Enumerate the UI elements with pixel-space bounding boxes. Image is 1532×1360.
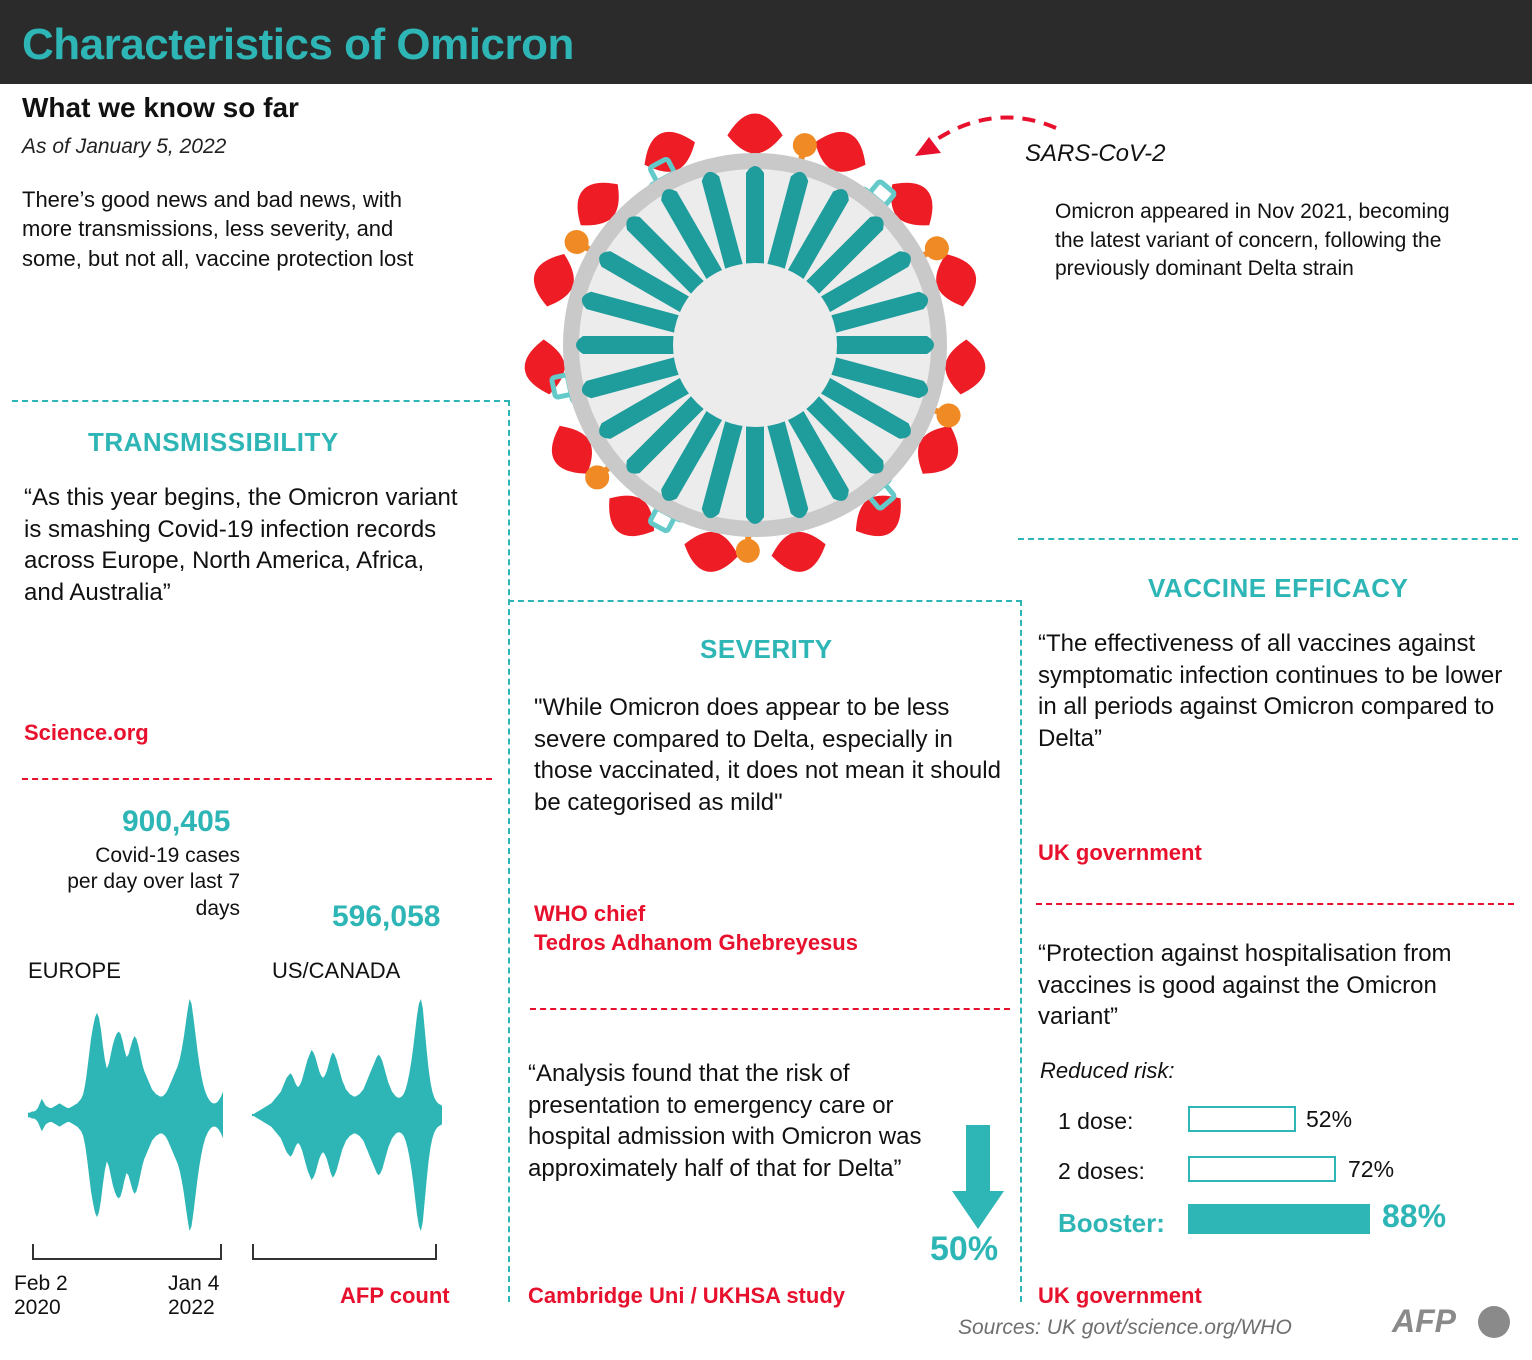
europe-axis-line: [32, 1258, 222, 1260]
afp-logo: AFP: [1392, 1303, 1456, 1339]
axis-label-start-line2: 2020: [14, 1296, 61, 1320]
axis-label-start-line1: Feb 2: [14, 1272, 68, 1295]
booster-bar: [1188, 1204, 1370, 1234]
virus-core: [673, 263, 837, 427]
dose-1-bar: [1188, 1106, 1296, 1132]
axis-tick: [220, 1244, 222, 1258]
divider: [1036, 903, 1514, 905]
severity-quote-2: “Analysis found that the risk of presentation to emergency care or hospital admission with Omicron was approximately half of that for Delta”: [528, 1060, 922, 1183]
uscanada-cases-value: 596,058: [332, 900, 441, 933]
dose-2-label: 2 doses:: [1058, 1158, 1145, 1184]
europe-cases-value: 900,405: [122, 805, 231, 838]
dose-1-label: 1 dose:: [1058, 1108, 1134, 1134]
cases-caption: Covid-19 cases per day over last 7 days: [67, 844, 240, 920]
booster-value: 88%: [1382, 1198, 1447, 1234]
uscanada-axis-line: [252, 1258, 437, 1260]
axis-label-end-line1: Jan 4: [168, 1272, 220, 1295]
sources-note: Sources: UK govt/science.org/WHO: [958, 1316, 1292, 1339]
axis-tick: [32, 1244, 34, 1258]
axis-tick: [435, 1244, 437, 1258]
severity-quote: "While Omicron does appear to be less severe compared to Delta, especially in those vaccinated, it does not mean it should be categorised as mild": [534, 694, 1001, 817]
europe-sparkline-chart: [28, 995, 223, 1240]
severity-reduction-value: 50%: [930, 1230, 999, 1268]
as-of-date: As of January 5, 2022: [22, 135, 227, 158]
axis-label-end: [168, 1272, 219, 1320]
vaccine-quote-2: “Protection against hospitalisation from vaccines is good against the Omicron variant”: [1038, 940, 1452, 1031]
afp-logo-dot: [1478, 1306, 1510, 1338]
vaccine-source: UK government: [1038, 840, 1202, 865]
reduced-risk-label: Reduced risk:: [1040, 1058, 1175, 1083]
dose-2-bar: [1188, 1156, 1336, 1182]
page-title: Characteristics of Omicron: [22, 20, 574, 69]
sars-cov-2-label: SARS-CoV-2: [1025, 140, 1166, 167]
uscanada-sparkline-chart: [252, 995, 442, 1240]
vaccine-quote: “The effectiveness of all vaccines against symptomatic infection continues to be lower in all periods against Omicron compared to Delta”: [1038, 630, 1503, 753]
axis-label-start: [14, 1272, 68, 1320]
uscanada-label: US/CANADA: [272, 958, 401, 983]
vaccine-heading: VACCINE EFFICACY: [1148, 573, 1409, 603]
severity-source-line2: Tedros Adhanom Ghebreyesus: [534, 929, 858, 955]
intro-text: There’s good news and bad news, with more transmissions, less severity, and some, but not all, vaccine protection lost: [22, 187, 414, 271]
transmissibility-quote: “As this year begins, the Omicron variant is smashing Covid-19 infection records across Europe, North America, Africa, and Australia”: [24, 484, 458, 607]
vaccine-source-2: UK government: [1038, 1283, 1202, 1308]
divider: [530, 1008, 1010, 1010]
severity-source-2: Cambridge Uni / UKHSA study: [528, 1283, 845, 1308]
axis-tick: [252, 1244, 254, 1258]
dose-1-value: 52%: [1306, 1106, 1353, 1132]
divider: [22, 778, 492, 780]
transmissibility-heading: TRANSMISSIBILITY: [88, 427, 339, 457]
axis-label-end-line2: 2022: [168, 1296, 215, 1320]
sars-cov-2-description: Omicron appeared in Nov 2021, becoming the latest variant of concern, following the previously dominant Delta strain: [1055, 200, 1450, 281]
europe-label: EUROPE: [28, 958, 121, 983]
down-arrow-icon: [950, 1125, 1006, 1235]
dose-2-value: 72%: [1348, 1156, 1395, 1182]
transmissibility-source: Science.org: [24, 720, 149, 745]
severity-heading: SEVERITY: [700, 634, 833, 664]
page-subtitle: What we know so far: [22, 92, 299, 123]
chart-source: AFP count: [340, 1283, 450, 1308]
severity-source: [534, 900, 858, 957]
booster-label: Booster:: [1058, 1208, 1165, 1238]
severity-source-line1: WHO chief: [534, 901, 646, 926]
